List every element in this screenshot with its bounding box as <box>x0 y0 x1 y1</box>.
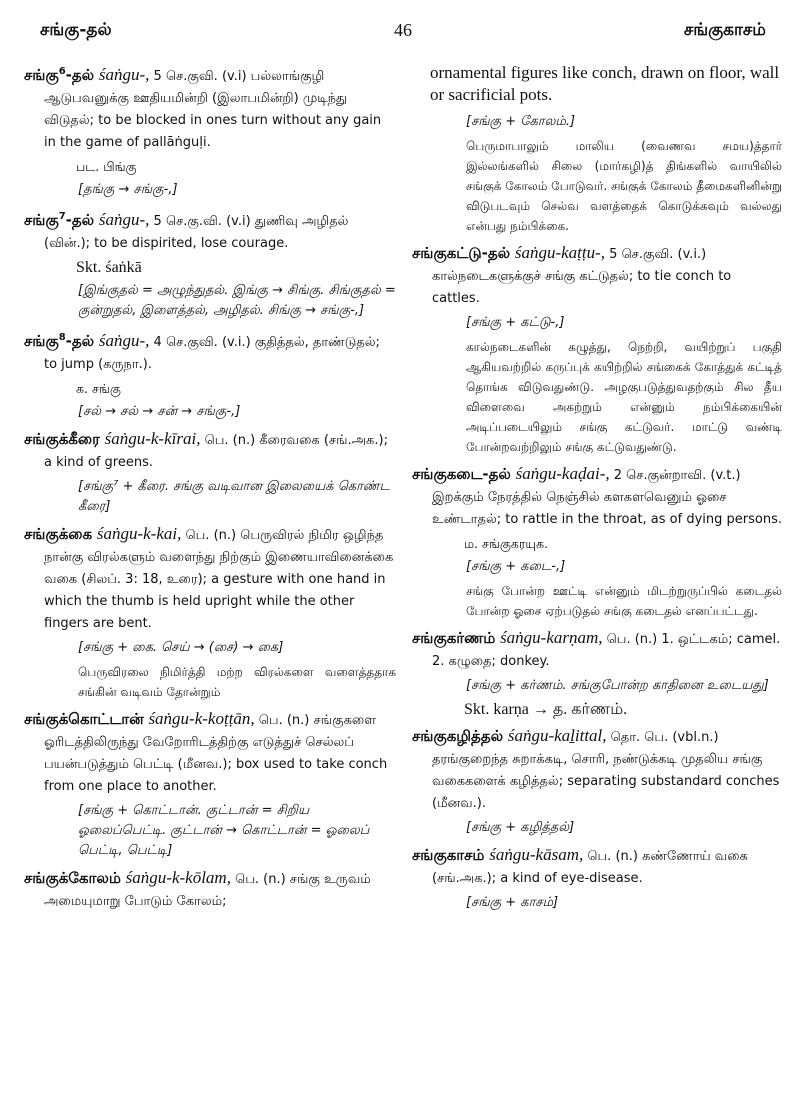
dictionary-entry <box>24 328 396 422</box>
etymology: [சல் → சல் → சன் → சங்கு-,] <box>78 404 241 419</box>
sanskrit-source: Skt. karṇa → த. கர்ணம். <box>464 701 628 718</box>
transliteration: śaṅgu-k-koṭṭān, <box>148 709 255 728</box>
page-number: 46 <box>394 20 412 40</box>
cognate: பட. பிங்கு <box>76 159 137 174</box>
dictionary-entry <box>412 243 782 457</box>
etymology: [தங்கு → சங்கு-,] <box>78 182 178 197</box>
dictionary-entry <box>24 868 396 912</box>
header-left-guideword: சங்கு-தல் <box>40 20 112 40</box>
dictionary-entry <box>24 207 396 321</box>
headword: சங்குக்கை <box>24 525 93 543</box>
cognate: ம. சங்குகரயுக. <box>464 536 549 551</box>
dictionary-entry <box>412 726 782 838</box>
etymology: [இங்குதல் = அழுந்துதல். இங்கு → சிங்கு. சிங்குதல் = குன்றுதல், இளைத்தல், அழிதல். சிங்கு → சங்கு-,] <box>78 283 396 318</box>
headword: சங்குக்கீரை <box>24 430 100 448</box>
usage-note: கால்நடைகளின் கழுத்து, நெற்றி, வயிற்றுப் பகுதி ஆகியவற்றில் கருப்புக் கயிற்றில் சங்கைக் கோத்துக் கட்டித் தொங்க விடுவதுண்டு. அழகுபடுத்துவதற்கும் சில தீய விளைவை அகற்றும் என்னும் நம்பிக்கையின் அடிப்படையிலும் சங்கு கட்டுவர். மாட்டு வண்டி போன்றவற்றிலும் சங்கு கட்டுவதுண்டு. <box>466 340 782 454</box>
left-column <box>24 62 396 919</box>
entry-continuation <box>412 62 782 236</box>
dictionary-entry <box>24 62 396 200</box>
definition-text: பெ. (n.) சங்குகளை ஓரிடத்திலிருந்து வேறோரிடத்திற்கு எடுத்துச் செல்லப் பயன்படுத்தும் பெட்டி (மீனவ.); box used to take conch from one place to another. <box>44 713 388 794</box>
entry-definition <box>24 709 396 797</box>
entry-definition <box>24 868 396 912</box>
entry-definition <box>24 62 396 153</box>
dictionary-entry <box>412 845 782 913</box>
dictionary-entry <box>24 429 396 517</box>
etymology: [சங்கு + கை. செய் → (சை) → கை] <box>78 640 284 655</box>
headword: சங்குகட்டு-தல் <box>412 244 511 262</box>
headword: சங்கு$^8$-தல் <box>24 332 95 350</box>
entry-definition <box>412 845 782 889</box>
headword: சங்கு$^6$-தல் <box>24 66 95 84</box>
definition-text: 5 செ.குவி. (v.i) பல்லாங்குழி ஆடுபவனுக்கு ஊதியமின்றி (இலாபமின்றி) முடிந்து விடுதல்; to be blocked in ones turn without any gain in the game of pallāṅguḷi. <box>44 69 382 150</box>
headword: சங்குகர்ணம் <box>412 629 496 647</box>
definition-text: பெ. (n.) கீரைவகை (சங்.அக.); a kind of greens. <box>44 433 388 470</box>
transliteration: śaṅgu-k-kīrai, <box>104 429 201 448</box>
headword: சங்குகழித்தல் <box>412 727 504 745</box>
header-right-guideword: சங்குகாசம் <box>683 20 766 40</box>
entry-definition <box>24 328 396 375</box>
dictionary-entry <box>24 709 396 861</box>
cognate: க. சங்கு <box>76 381 121 396</box>
headword: சங்குகடை-தல் <box>412 465 511 483</box>
transliteration: śaṅgu-kāsam, <box>489 845 584 864</box>
transliteration: śaṅgu-kaṭṭu-, <box>514 243 606 262</box>
continued-definition: ornamental figures like conch, drawn on floor, wall or sacrificial pots. <box>430 63 780 104</box>
headword: சங்குக்கோலம் <box>24 869 121 887</box>
headword: சங்குகாசம் <box>412 846 485 864</box>
entry-definition <box>24 524 396 634</box>
entry-definition <box>24 429 396 473</box>
definition-text: பெ. (n.) கண்ணோய் வகை (சங்.அக.); a kind of eye-disease. <box>432 849 748 886</box>
definition-text: பெ. (n.) 1. ஒட்டகம்; camel. 2. கழுதை; donkey. <box>432 632 781 669</box>
transliteration: śaṅgu-, <box>98 331 150 350</box>
definition-text: தொ. பெ. (vbl.n.) தரங்குறைந்த சுறாக்கடி, சொரி, நண்டுக்கடி முதலிய சங்கு வகைகளைக் கழித்தல்; separating substandard conches (மீனவ.). <box>432 730 780 811</box>
definition-text: 4 செ.குவி. (v.i.) குதித்தல், தாண்டுதல்; to jump (கருநா.). <box>44 335 380 372</box>
transliteration: śaṅgu-, <box>98 65 150 84</box>
transliteration: śaṅgu-kaḍai-, <box>515 464 610 483</box>
entry-definition <box>412 464 782 530</box>
transliteration: śaṅgu-k-kōlam, <box>125 868 231 887</box>
dictionary-entry <box>24 524 396 702</box>
entry-definition <box>412 726 782 814</box>
definition-text: 2 செ.குன்றாவி. (v.t.) இறக்கும் நேரத்தில் நெஞ்சில் களகளவெனும் ஓசை உண்டாதல்; to rattle in the throat, as of dying persons. <box>432 468 782 527</box>
cognate: Skt. śaṅkā <box>76 259 142 276</box>
dictionary-entry <box>412 628 782 719</box>
dictionary-entry <box>412 464 782 621</box>
transliteration: śaṅgu-k-kai, <box>96 524 182 543</box>
definition-text: 5 செ.குவி. (v.i.) கால்நடைகளுக்குச் சங்கு கட்டுதல்; to tie conch to cattles. <box>432 247 732 306</box>
etymology: [சங்கு⁷ + கீரை. சங்கு வடிவான இலையைக் கொண்ட கீரை] <box>78 479 390 514</box>
etymology: [சங்கு + கடை-,] <box>466 559 566 574</box>
etymology: [சங்கு + கழித்தல்] <box>466 820 575 835</box>
definition-text: 5 செ.கு.வி. (v.i) துணிவு அழிதல் (வின்.); to be dispirited, lose courage. <box>44 214 349 251</box>
definition-text: பெ. (n.) பெருவிரல் நிமிர ஒழிந்த நான்கு விரல்களும் வளைந்து நிற்கும் இணையாவினைக்கை வகை (சிலப். 3: 18, உரை); a gesture with one hand in which the thumb is held upright while the other fingers are bent. <box>44 528 394 631</box>
etymology: [சங்கு + கர்ணம். சங்குபோன்ற காதினை உடையது] <box>466 678 769 693</box>
transliteration: śaṅgu-, <box>98 210 150 229</box>
entry-definition <box>24 207 396 254</box>
transliteration: śaṅgu-kaḻittal, <box>507 726 607 745</box>
page-header <box>40 20 766 50</box>
usage-note: பெருவிரலை நிமிர்த்தி மற்ற விரல்களை வளைத்ததாக சங்கின் வடிவம் தோன்றும் <box>78 665 396 699</box>
definition-text: பெ. (n.) சங்கு உருவம் அமையுமாறு போடும் கோலம்; <box>44 872 371 909</box>
etymology: [சங்கு + கட்டு-,] <box>466 315 565 330</box>
entry-definition <box>412 243 782 309</box>
headword: சங்குக்கொட்டான் <box>24 710 144 728</box>
etymology: [சங்கு + கோலம்.] <box>466 114 576 129</box>
entry-definition <box>412 628 782 672</box>
headword: சங்கு$^7$-தல் <box>24 211 95 229</box>
right-column <box>412 62 782 920</box>
etymology: [சங்கு + காசம்] <box>466 895 559 910</box>
etymology: [சங்கு + கொட்டான். குட்டான் = சிறிய ஓலைப்பெட்டி. குட்டான் → கொட்டான் = ஓலைப் பெட்டி, பெட்டி] <box>78 803 370 858</box>
usage-note: சங்கு போன்ற ஊட்டி என்னும் மிடற்றுருப்பில் கடைதல் போன்ற ஓசை ஏற்படுதல் சங்கு கடைதல் எனப்பட்டது. <box>466 584 782 618</box>
transliteration: śaṅgu-karṇam, <box>500 628 603 647</box>
usage-note: பெருமாபாலும் மாலிய (வைணவ சமய)த்தார் இல்லங்களில் சிலை (மார்கழி)த் திங்களில் வாயிலில் சங்குக் கோலம் போடுவர். சங்குக் கோலம் தீமைகளினின்று விடுபடவும் செல்வ வளத்தைக் கொடுக்கவும் வல்லது என்பது நம்பிக்கை. <box>466 139 782 233</box>
